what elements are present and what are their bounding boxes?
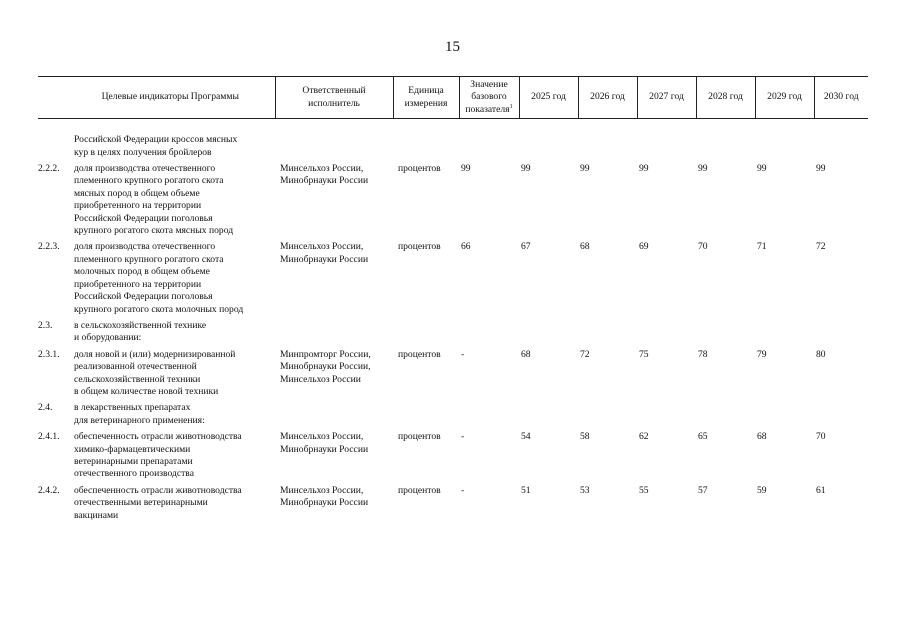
value-2030: 99 [816,163,826,175]
responsible-executor [275,134,393,163]
value-2029: 68 [757,431,767,443]
value-2028: 65 [698,431,708,443]
value-2026: 68 [580,241,590,253]
unit [393,402,459,431]
base-value [459,402,519,431]
indicators-table [38,76,868,526]
value-2028 [696,402,755,431]
indicator-name: обеспеченность отрасли животноводства химико-фармацевтическими ветеринарными препаратами отечественного производства [74,431,242,480]
value-2028: 78 [698,348,708,360]
value-2027: 69 [639,241,649,253]
base-value: - [461,484,465,496]
value-2029: 59 [757,484,767,496]
row-number: 2.4. [38,402,53,414]
value-2026: 53 [580,484,590,496]
table-row [38,241,868,319]
footnote-marker: 1 [509,103,513,110]
value-2027: 99 [639,163,649,175]
unit: процентов [398,163,441,175]
value-2025: 54 [521,431,531,443]
header-year-2025: 2025 год [519,77,578,119]
header-base-value [459,77,519,119]
value-2028 [696,320,755,349]
value-2029: 71 [757,241,767,253]
value-2025: 67 [521,241,531,253]
indicator-name: Российской Федерации кроссов мясных кур в целях получения бройлеров [74,134,238,158]
value-2026 [578,402,637,431]
indicator-name: доля новой и (или) модернизированной реализованной отечественной сельскохозяйственной техники в общем количестве новой техники [74,348,236,397]
value-2028: 70 [698,241,708,253]
indicator-name: в сельскохозяйственной технике и оборудовании: [74,319,207,344]
value-2030: 70 [816,431,826,443]
value-2027: 55 [639,484,649,496]
base-value: 99 [461,163,471,175]
value-2028 [696,134,755,163]
row-number: 2.2.3. [38,241,60,253]
table-row [38,134,868,163]
value-2029: 99 [757,163,767,175]
indicator-name: доля производства отечественного племенного крупного рогатого скота молочных пород в общем объеме приобретенного на территории Российской Федерации поголовья крупного рогатого скота молочных пород [74,241,244,315]
header-year-2028: 2028 год [696,77,755,119]
value-2027 [637,320,696,349]
value-2029 [755,320,814,349]
value-2025: 99 [521,163,531,175]
value-2027: 75 [639,348,649,360]
page-number: 15 [445,39,460,55]
value-2026 [578,134,637,163]
table-row [38,349,868,403]
header-unit: Единица измерения [393,77,459,119]
row-number: 2.2.2. [38,163,60,175]
row-number: 2.3.1. [38,348,60,360]
value-2030 [814,402,868,431]
row-number: 2.4.2. [38,484,60,496]
unit: процентов [398,348,441,360]
unit [393,134,459,163]
base-value [459,320,519,349]
responsible-executor: Минсельхоз России, Минобрнауки России [280,241,369,265]
header-year-2027: 2027 год [637,77,696,119]
table-row [38,485,868,526]
value-2029 [755,134,814,163]
value-2029: 79 [757,348,767,360]
table-body [38,119,868,526]
value-2025 [519,402,578,431]
value-2026: 72 [580,348,590,360]
unit: процентов [398,241,441,253]
value-2027 [637,402,696,431]
value-2029 [755,402,814,431]
table-row [38,320,868,349]
table-row [38,431,868,485]
value-2026 [578,320,637,349]
responsible-executor: Минсельхоз России, Минобрнауки России [280,484,369,509]
value-2025 [519,134,578,163]
base-value: 66 [461,241,471,253]
value-2030: 61 [816,484,826,496]
value-2030: 80 [816,348,826,360]
responsible-executor [275,320,393,349]
responsible-executor [275,402,393,431]
unit: процентов [398,484,441,496]
unit: процентов [398,431,441,443]
indicator-name: обеспеченность отрасли животноводства отечественными ветеринарными вакцинами [74,484,242,521]
row-number: 2.4.1. [38,431,60,443]
responsible-executor: Минпромторг России, Минобрнауки России, Минсельхоз России [280,348,371,385]
value-2026: 99 [580,163,590,175]
row-number: 2.3. [38,319,53,331]
value-2028: 99 [698,163,708,175]
value-2028: 57 [698,484,708,496]
value-2030: 72 [816,241,826,253]
base-value: - [461,348,465,360]
base-value: - [461,431,465,443]
unit [393,320,459,349]
value-2027 [637,134,696,163]
header-year-2029: 2029 год [755,77,814,119]
row-number [38,134,70,163]
table-row [38,402,868,431]
header-base-value-label: Значение базового показателя [465,79,510,115]
responsible-executor: Минсельхоз России, Минобрнауки России [280,431,369,455]
value-2026: 58 [580,431,590,443]
value-2030 [814,320,868,349]
value-2025: 68 [521,348,531,360]
value-2030 [814,134,868,163]
header-name: Целевые индикаторы Программы [38,77,275,119]
header-year-2030: 2030 год [814,77,868,119]
value-2027: 62 [639,431,649,443]
header-year-2026: 2026 год [578,77,637,119]
table-header [38,77,868,119]
header-responsible: Ответственный исполнитель [275,77,393,119]
responsible-executor: Минсельхоз России, Минобрнауки России [280,163,369,187]
indicator-name: в лекарственных препаратах для ветеринарного применения: [74,402,205,426]
base-value [459,134,519,163]
indicator-name: доля производства отечественного племенного крупного рогатого скота мясных пород в общем объеме приобретенного на территории Российской Федерации поголовья крупного рогатого скота мясных пород [74,163,234,237]
value-2025 [519,320,578,349]
value-2025: 51 [521,484,531,496]
table-row [38,163,868,241]
